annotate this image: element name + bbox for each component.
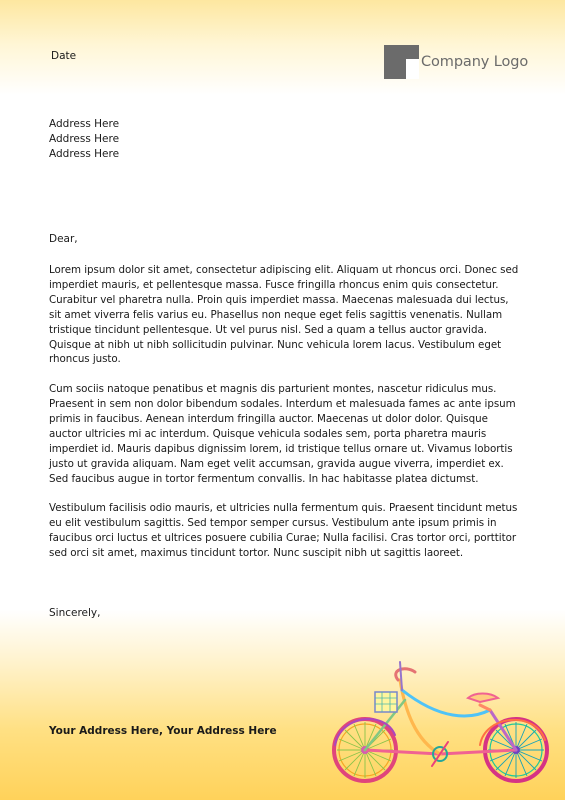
address-line: Address Here [49,148,120,160]
bike-frame [335,662,545,766]
closing: Sincerely, [49,607,101,619]
address-line: Address Here [49,133,120,145]
body-paragraph: Cum sociis natoque penatibus et magnis dis parturient montes, nascetur ridiculus mus. Praesent in sem non dolor bibendum sodales. Interdum et malesuada fames ac ante ipsum primis in faucibus. Aenean interdum fringilla auctor. Maecenas ut dolor dolor. Quisque auctor ultricies mi ac interdum. Quisque vehicula sodales sem, porta pharetra mauris imperdiet id. Mauris dapibus dignissim lorem, id tristique tellus ornare ut. Vivamus lobortis justo ut gravida aliquam. Nam eget velit accumsan, gravida augue viverra, imperdiet ex. Sed faucibus augue in tortor fermentum convallis. In hac habitasse platea dictumst. [49,383,516,485]
body-paragraph: Vestibulum facilisis odio mauris, et ultricies nulla fermentum quis. Praesent tincidunt metus eu elit vestibulum sagittis. Sed tempor semper cursus. Vestibulum ante ipsum primis in faucibus orci luctus et ultrices posuere cubilia Curae; Nulla facilisi. Cras tortor orci, porttitor sed orci sit amet, maximus tincidunt tortor. Nunc suscipit nibh ut sagittis laoreet. [49,502,518,560]
recipient-address [49,117,119,162]
footer-address: Your Address Here, Your Address Here [49,725,277,737]
body-paragraph: Lorem ipsum dolor sit amet, consectetur adipiscing elit. Aliquam ut rhoncus orci. Donec sed imperdiet mauris, et pellentesque massa. Fusce fringilla rhoncus enim quis consectetur. Curabitur vel pharetra nulla. Proin quis imperdiet massa. Maecenas malesuada dui lectus, sit amet viverra felis varius eu. Phasellus non neque eget felis sagittis venenatis. Nullam tristique tincidunt pellentesque. Ut vel purus nisl. Sed a quam a tellus auctor gravida. Quisque at nibh ut nibh sollicitudin pulvinar. Nunc vehicula lorem lacus. Vestibulum eget rhoncus justo. [49,264,519,366]
greeting: Dear, [49,233,78,245]
company-logo [384,45,528,79]
bicycle-illustration [330,650,560,790]
logo-text: Company Logo [421,54,529,70]
date-label: Date [51,50,77,62]
address-line: Address Here [49,118,120,130]
letter-body [49,263,519,576]
logo-mark-icon [384,45,419,79]
